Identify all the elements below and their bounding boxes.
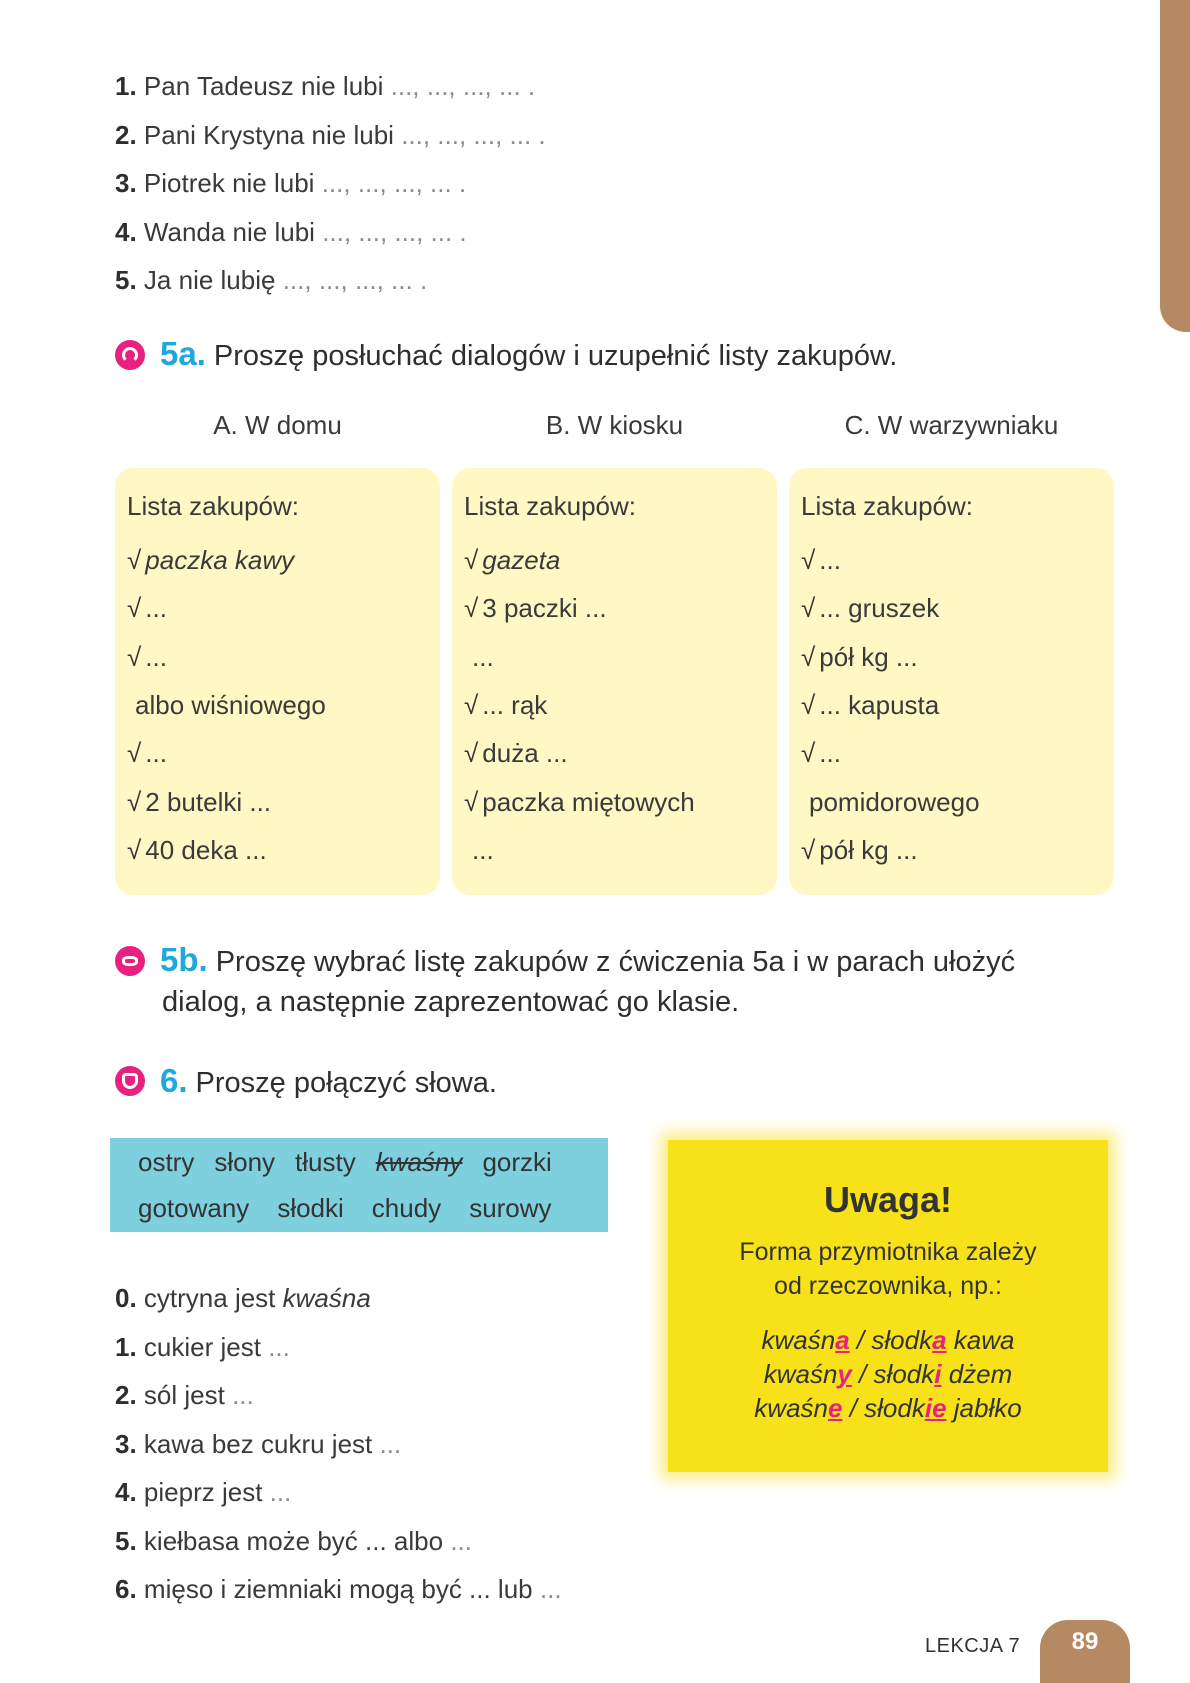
- list-title: Lista zakupów:: [801, 491, 973, 521]
- list-row: [464, 737, 568, 769]
- ex5b-line2: dialog, a następnie zaprezentować go klasie.: [162, 986, 740, 1018]
- shopping-list-card: [789, 468, 1114, 895]
- adj-ending: y: [837, 1359, 852, 1389]
- ex6-item: [115, 1428, 401, 1460]
- check-mark: √: [127, 738, 142, 769]
- word: tłusty: [295, 1147, 356, 1177]
- list-row: [801, 641, 918, 673]
- item-number: 4.: [115, 216, 137, 247]
- adj-stem: kwaśn: [754, 1393, 828, 1423]
- item-answer: ...: [539, 1574, 562, 1604]
- list-row-text: duża ...: [482, 738, 568, 769]
- word: kwaśny: [375, 1147, 463, 1177]
- check-mark: √: [464, 593, 479, 624]
- check-mark: √: [801, 545, 816, 575]
- list-row-text: ...: [145, 738, 167, 769]
- separator: /: [849, 1325, 872, 1355]
- item-blank: ..., ..., ..., ... .: [322, 216, 467, 247]
- list-row: [801, 737, 841, 769]
- list-row-text: ... kapusta: [819, 689, 940, 720]
- list-row: [472, 834, 494, 866]
- ex6-number: 6.: [160, 1062, 188, 1099]
- list-row-text: albo wiśniowego: [135, 689, 326, 720]
- shopping-list-card: [115, 468, 440, 895]
- note-example: [668, 1391, 1108, 1425]
- item-number: 3.: [115, 168, 137, 198]
- list-row-text: 40 deka ...: [145, 834, 267, 865]
- note-body-2: od rzeczownika, np.:: [774, 1272, 1002, 1300]
- noun: dżem: [941, 1359, 1013, 1389]
- list-row-text: ... gruszek: [819, 593, 940, 624]
- column-header: A. W domu: [213, 410, 342, 440]
- item-text: sól jest: [143, 1380, 225, 1410]
- adj-stem: kwaśn: [761, 1325, 836, 1355]
- list-title: Lista zakupów:: [464, 491, 636, 521]
- item-number: 2.: [115, 119, 137, 150]
- item-text: Wanda nie lubi: [143, 216, 315, 247]
- ex6-item: [115, 1476, 291, 1508]
- adj-ending: a: [835, 1325, 850, 1355]
- ex5b-number: 5b.: [160, 941, 208, 978]
- ex5a-number: 5a.: [160, 335, 206, 372]
- check-mark: √: [464, 689, 479, 720]
- list-row-text: ...: [819, 545, 841, 575]
- list-row-text: 3 paczki ...: [482, 593, 607, 624]
- list-row-text: ...: [472, 641, 494, 672]
- item-answer: ...: [232, 1380, 254, 1410]
- check-mark: √: [801, 834, 816, 865]
- word: gotowany: [138, 1193, 250, 1223]
- item-text: pieprz jest: [143, 1477, 263, 1507]
- separator: /: [842, 1393, 865, 1423]
- list-row: [464, 544, 560, 576]
- check-mark: √: [127, 593, 142, 624]
- list-row: [801, 689, 939, 721]
- word: słodki: [277, 1193, 344, 1223]
- adj-stem: słodk: [873, 1359, 935, 1389]
- list-row: [801, 544, 841, 576]
- check-mark: √: [127, 641, 142, 672]
- adj-stem: kwaśn: [763, 1359, 838, 1389]
- list-row: [801, 592, 939, 624]
- top-list-item: [115, 167, 466, 199]
- shopping-list-card: [452, 468, 777, 895]
- separator: /: [851, 1359, 874, 1389]
- item-text: Piotrek nie lubi: [143, 168, 315, 198]
- check-mark: √: [801, 738, 816, 769]
- list-row: [127, 641, 167, 673]
- ex6-item: [115, 1525, 472, 1557]
- word-bank-row-1: [138, 1146, 572, 1178]
- adj-stem: słodk: [871, 1325, 933, 1355]
- top-list-item: [115, 119, 546, 151]
- adj-ending: ie: [924, 1393, 947, 1423]
- word: chudy: [371, 1193, 442, 1223]
- check-mark: √: [464, 786, 479, 817]
- list-row: [127, 834, 267, 866]
- side-tab: [1160, 0, 1190, 332]
- check-mark: √: [801, 689, 816, 720]
- list-row-text: paczka miętowych: [482, 786, 695, 817]
- list-row: [464, 592, 607, 624]
- ex6-item: [115, 1282, 371, 1314]
- adj-stem: słodk: [864, 1393, 925, 1423]
- lesson-label: LEKCJA 7: [925, 1635, 1021, 1657]
- check-mark: √: [801, 593, 816, 624]
- item-number: 5.: [115, 1525, 137, 1556]
- item-answer: kwaśna: [282, 1283, 371, 1313]
- item-blank: ..., ..., ..., ... .: [282, 265, 428, 295]
- list-row-text: ...: [472, 834, 494, 865]
- top-list-item: [115, 216, 467, 248]
- noun: kawa: [946, 1325, 1015, 1355]
- check-mark: √: [801, 641, 816, 672]
- adj-ending: e: [828, 1393, 843, 1423]
- list-row: [127, 544, 294, 576]
- headphones-icon: [115, 340, 145, 370]
- page-number: 89: [1040, 1620, 1130, 1683]
- ex5a-heading: [160, 334, 897, 376]
- item-text: mięso i ziemniaki mogą być ... lub: [143, 1574, 533, 1604]
- ex6-item: [115, 1331, 290, 1363]
- list-row-text: 2 butelki ...: [145, 786, 272, 817]
- list-row-text: ...: [145, 641, 167, 672]
- adj-ending: i: [934, 1359, 942, 1389]
- list-row: [472, 641, 494, 673]
- item-blank: ..., ..., ..., ... .: [401, 119, 546, 150]
- list-row: [801, 834, 918, 866]
- item-number: 1.: [115, 71, 137, 101]
- check-mark: √: [464, 545, 479, 575]
- item-answer: ...: [379, 1428, 402, 1459]
- adj-ending: a: [932, 1325, 947, 1355]
- list-row-text: pomidorowego: [809, 786, 980, 817]
- ex5b-heading: [160, 940, 1115, 982]
- ex6-item: [115, 1379, 254, 1411]
- check-mark: √: [127, 786, 142, 817]
- item-text: cukier jest: [143, 1331, 261, 1362]
- top-list-item: [115, 70, 535, 102]
- column-header: C. W warzywniaku: [844, 410, 1059, 440]
- column-header: B. W kiosku: [545, 410, 684, 440]
- item-number: 4.: [115, 1477, 137, 1507]
- noun: jabłko: [946, 1393, 1022, 1423]
- ex6-item: [115, 1573, 562, 1605]
- list-row: [464, 786, 695, 818]
- item-number: 2.: [115, 1380, 137, 1410]
- word: ostry: [138, 1147, 195, 1177]
- item-number: 3.: [115, 1428, 137, 1459]
- note-example: [668, 1357, 1108, 1391]
- word: gorzki: [482, 1147, 552, 1177]
- item-answer: ...: [268, 1331, 290, 1362]
- item-number: 6.: [115, 1574, 137, 1604]
- mouth-icon: [115, 946, 145, 976]
- item-answer: ...: [269, 1477, 292, 1507]
- top-list-item: [115, 264, 427, 296]
- list-row-text: paczka kawy: [145, 545, 295, 575]
- item-blank: ..., ..., ..., ... .: [390, 71, 536, 101]
- item-answer: ...: [450, 1525, 472, 1556]
- list-row: [464, 689, 547, 721]
- ex6-heading: [160, 1061, 497, 1103]
- item-number: 1.: [115, 1331, 137, 1362]
- word-bank: [110, 1138, 608, 1232]
- list-row-text: pół kg ...: [819, 641, 918, 672]
- list-row: [127, 786, 271, 818]
- item-number: 5.: [115, 265, 137, 295]
- item-text: cytryna jest: [143, 1283, 276, 1313]
- list-row: [127, 592, 167, 624]
- list-row: [127, 737, 167, 769]
- item-blank: ..., ..., ..., ... .: [321, 168, 467, 198]
- list-row: [809, 786, 980, 818]
- check-mark: √: [127, 834, 142, 865]
- note-body-1: Forma przymiotnika zależy: [739, 1238, 1037, 1266]
- note-box: [668, 1140, 1108, 1472]
- check-mark: √: [127, 545, 142, 575]
- list-row: [135, 689, 326, 721]
- check-mark: √: [464, 738, 479, 769]
- list-row-text: gazeta: [482, 545, 561, 575]
- ex6-title: Proszę połączyć słowa.: [195, 1067, 497, 1099]
- list-row-text: ... rąk: [482, 689, 548, 720]
- item-text: Pani Krystyna nie lubi: [143, 119, 394, 150]
- list-title: Lista zakupów:: [127, 491, 299, 521]
- item-text: kawa bez cukru jest: [143, 1428, 373, 1459]
- item-text: Ja nie lubię: [143, 265, 276, 295]
- hand-icon: [115, 1066, 145, 1096]
- item-text: kiełbasa może być ... albo: [143, 1525, 444, 1556]
- list-row-text: pół kg ...: [819, 834, 918, 865]
- word: słony: [214, 1147, 276, 1177]
- ex5b-line1: Proszę wybrać listę zakupów z ćwiczenia 5a i w parach ułożyć: [215, 946, 1016, 978]
- list-row-text: ...: [145, 593, 167, 624]
- ex5a-title: Proszę posłuchać dialogów i uzupełnić listy zakupów.: [213, 340, 898, 372]
- item-text: Pan Tadeusz nie lubi: [143, 71, 384, 101]
- list-row-text: ...: [819, 738, 841, 769]
- word: surowy: [469, 1193, 552, 1223]
- item-number: 0.: [115, 1283, 137, 1313]
- word-bank-row-2: [138, 1192, 580, 1224]
- note-example: [668, 1323, 1108, 1357]
- note-title: Uwaga!: [823, 1179, 953, 1220]
